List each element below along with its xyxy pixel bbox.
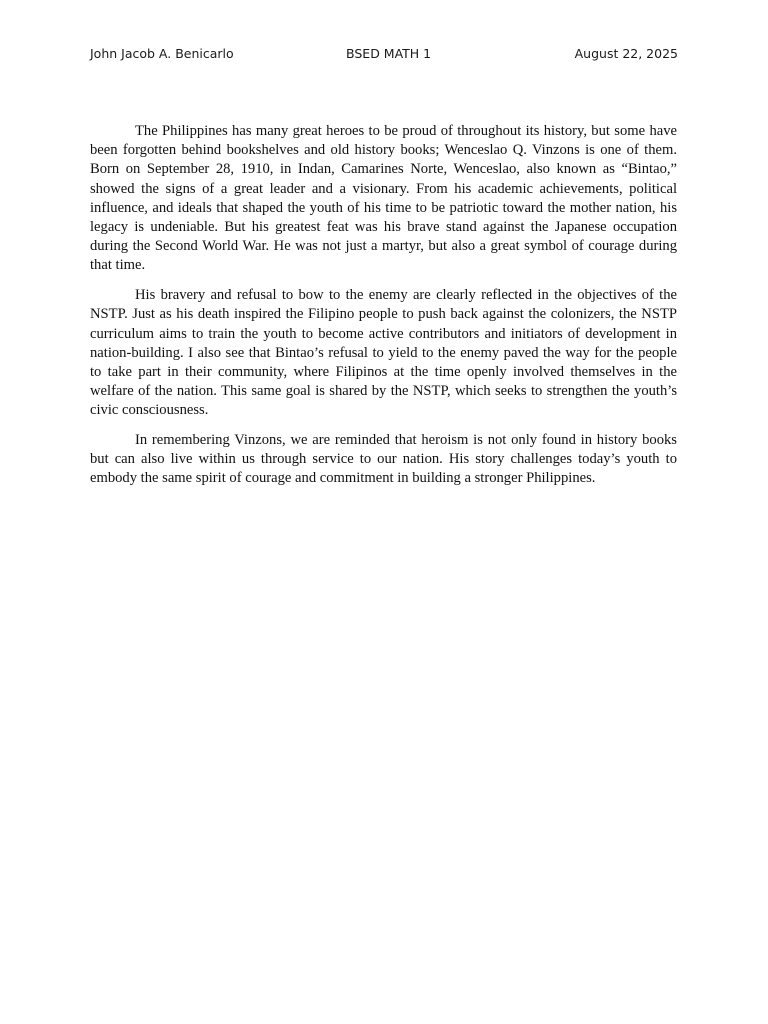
header-author: John Jacob A. Benicarlo	[90, 46, 234, 61]
header-date: August 22, 2025	[574, 46, 678, 61]
header-course: BSED MATH 1	[346, 46, 432, 61]
page-header	[90, 46, 678, 64]
paragraph-3: In remembering Vinzons, we are reminded that heroism is not only found in history books but can also live within us through service to our nation. His story challenges today’s youth to embody the same spirit of courage and commitment in building a stronger Philippines.	[90, 432, 677, 487]
paragraph-1: The Philippines has many great heroes to be proud of throughout its history, but some have been forgotten behind bookshelves and old history books; Wenceslao Q. Vinzons is one of them. Born on September 28, 1910, in Indan, Camarines Norte, Wenceslao, also known as “Bintao,” showed the signs of a great leader and a visionary. From his academic achievements, political influence, and ideals that shaped the youth of his time to be patriotic toward the mother nation, his legacy is undeniable. But his greatest feat was his brave stand against the Japanese occupation during the Second World War. He was not just a martyr, but also a great symbol of courage during that time.	[90, 123, 677, 274]
paragraph-2: His bravery and refusal to bow to the enemy are clearly reflected in the objectives of the NSTP. Just as his death inspired the Filipino people to push back against the colonizers, the NSTP curriculum aims to train the youth to become active contributors and initiators of development in nation-building. I also see that Bintao’s refusal to yield to the enemy paved the way for the people to take part in their community, where Filipinos at the time openly involved themselves in the welfare of the nation. This same goal is shared by the NSTP, which seeks to strengthen the youth’s civic consciousness.	[90, 287, 677, 419]
document-body	[90, 122, 677, 499]
